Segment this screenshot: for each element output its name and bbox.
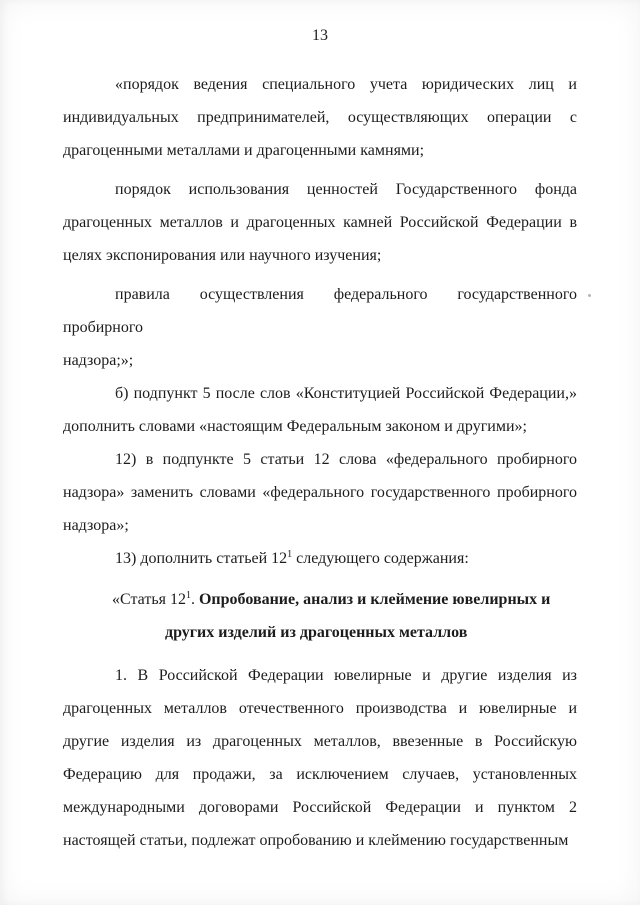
para-item-13 [63, 542, 577, 575]
article-number-dot: . [190, 591, 199, 608]
doc-line: правила осуществления федерального государственного пробирного [63, 286, 577, 336]
text-column [63, 0, 577, 857]
doc-line: Федерацию для продажи, за исключением случаев, установленных [63, 766, 577, 783]
para-article-point-1 [63, 659, 577, 857]
doc-line: порядок использования ценностей Государственного фонда [115, 181, 577, 198]
scan-speck-artifact [588, 294, 591, 297]
superscript-1: 1 [287, 549, 293, 560]
doc-line: надзора» заменить словами «федерального государственного пробирного [63, 484, 577, 501]
doc-line: дополнить словами «настоящим Федеральным законом и другими»; [63, 418, 527, 435]
doc-line: надзора;»; [63, 352, 134, 369]
doc-line [63, 542, 577, 575]
para-nadzor-rules [63, 278, 577, 377]
article-title-bold: Опробование, анализ и клеймение ювелирных и [198, 591, 551, 608]
para-special-accounting [63, 68, 577, 167]
doc-line: международными договорами Российской Федерации и пунктом 2 [63, 799, 577, 816]
doc-line: настоящей статьи, подлежат опробованию и клеймению государственным [63, 832, 569, 849]
doc-line: 1. В Российской Федерации ювелирные и другие изделия из [115, 667, 577, 684]
para-subitem-b [63, 377, 577, 443]
doc-line: целях экспонирования или научного изучения; [63, 247, 382, 264]
para-gosfond-use [63, 173, 577, 272]
doc-line: драгоценных металлов и драгоценных камней Российской Федерации в [63, 214, 577, 231]
superscript-1: 1 [185, 590, 191, 601]
para-item-12 [63, 443, 577, 542]
heading-line [63, 583, 577, 616]
doc-line: другие изделия из драгоценных металлов, ввезенные в Российскую [63, 733, 577, 750]
page-number: 13 [312, 27, 328, 44]
doc-line: «порядок ведения специального учета юридических лиц и [115, 76, 577, 93]
doc-line: 12) в подпункте 5 статьи 12 слова «федерального пробирного [115, 451, 577, 468]
doc-line: драгоценными металлами и драгоценными камнями; [63, 142, 425, 159]
item-13-text: следующего содержания: [292, 550, 469, 567]
doc-line: б) подпункт 5 после слов «Конституцией Российской Федерации,» [115, 385, 577, 402]
doc-line: надзора»; [63, 517, 129, 534]
doc-line: драгоценных металлов отечественного производства и ювелирные и [63, 700, 577, 717]
heading-line: других изделий из драгоценных металлов [165, 624, 468, 641]
doc-line: индивидуальных предпринимателей, осуществляющих операции с [63, 109, 577, 126]
article-number: «Статья 12 [112, 591, 186, 608]
article-12-1-heading [63, 583, 577, 649]
item-13-text: 13) дополнить статьей 12 [115, 550, 288, 567]
